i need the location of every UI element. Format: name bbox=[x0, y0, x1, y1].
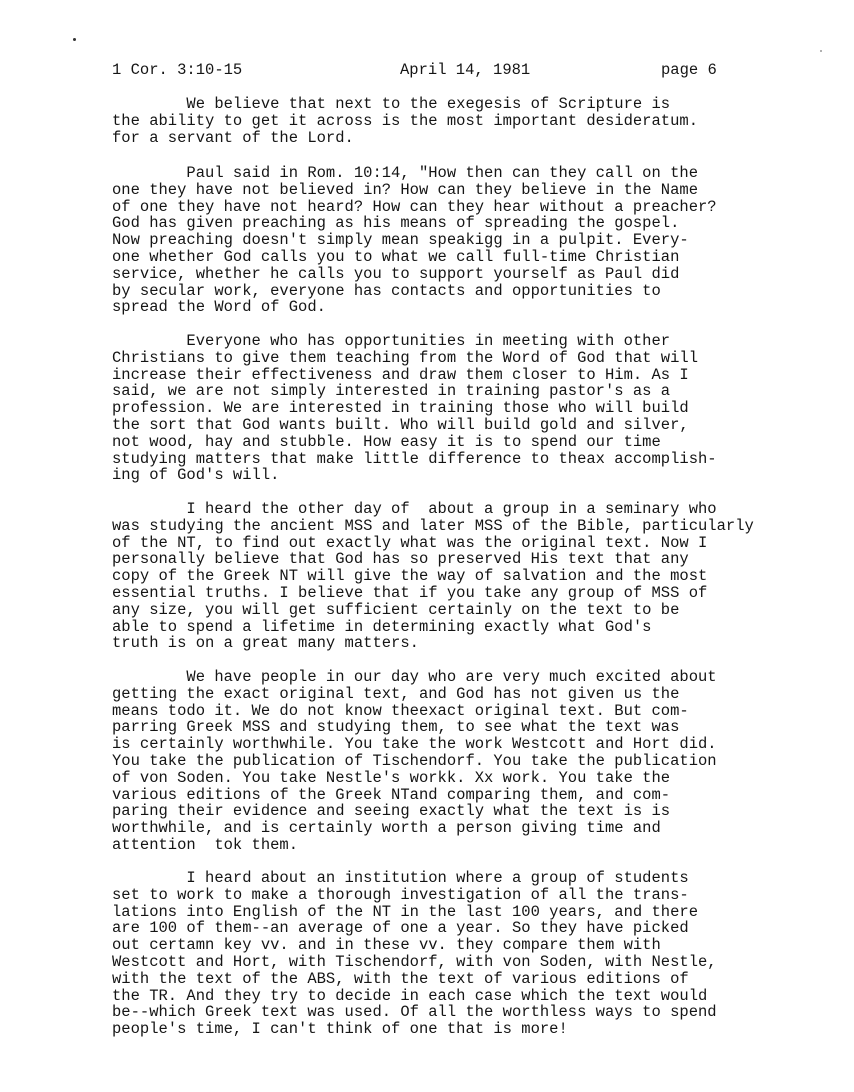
text-line: attention tok them. bbox=[112, 835, 299, 854]
text-line: essential truths. I believe that if you take any group of MSS of bbox=[112, 583, 708, 602]
text-line: is certainly worthwhile. You take the work Westcott and Hort did. bbox=[112, 735, 717, 754]
text-line: personally believe that God has so preserved His text that any bbox=[112, 550, 689, 569]
text-line: Westcott and Hort, with Tischendorf, with von Soden, with Nestle, bbox=[112, 952, 717, 971]
text-line: set to work to make a thorough investigation of all the trans- bbox=[112, 885, 689, 904]
text-line: people's time, I can't think of one that is more! bbox=[112, 1020, 568, 1039]
page-header bbox=[0, 61, 854, 81]
text-line: not wood, hay and stubble. How easy it is to spend our time bbox=[112, 432, 661, 451]
text-line: We believe that next to the exegesis of Scripture is bbox=[112, 95, 671, 113]
text-line: able to spend a lifetime in determining exactly what God's bbox=[112, 617, 652, 636]
text-line: worthwhile, and is certainly worth a person giving time and bbox=[112, 819, 661, 838]
document-date: April 14, 1981 bbox=[400, 61, 531, 79]
text-line: the TR. And they try to decide in each case which the text would bbox=[112, 986, 708, 1005]
text-line: I heard the other day of about a group in a seminary who bbox=[112, 500, 717, 518]
paragraph-3 bbox=[112, 333, 717, 484]
paragraph-5 bbox=[112, 669, 717, 854]
text-line: are 100 of them--an average of one a year. So they have picked bbox=[112, 919, 689, 938]
ink-speck bbox=[820, 50, 822, 52]
text-line: God has given preaching as his means of spreading the gospel. bbox=[112, 214, 680, 233]
paragraph-6 bbox=[112, 870, 717, 1038]
text-line: with the text of the ABS, with the text of various editions of bbox=[112, 969, 689, 988]
text-line: be--which Greek text was used. Of all the worthless ways to spend bbox=[112, 1003, 717, 1022]
text-line: increase their effectiveness and draw them closer to Him. As I bbox=[112, 365, 689, 384]
text-line: Now preaching doesn't simply mean speakigg in a pulpit. Every- bbox=[112, 231, 689, 250]
paragraph-1 bbox=[112, 96, 698, 146]
text-line: profession. We are interested in training those who will build bbox=[112, 399, 689, 418]
text-line: Everyone who has opportunities in meeting with other bbox=[112, 332, 671, 350]
text-line: Paul said in Rom. 10:14, "How then can they call on the bbox=[112, 164, 698, 182]
text-line: the sort that God wants built. Who will build gold and silver, bbox=[112, 415, 689, 434]
text-line: parring Greek MSS and studying them, to see what the text was bbox=[112, 718, 680, 737]
text-line: was studying the ancient MSS and later MSS of the Bible, particularly bbox=[112, 516, 754, 535]
paragraph-2 bbox=[112, 165, 717, 316]
text-line: one whether God calls you to what we call full-time Christian bbox=[112, 247, 680, 266]
text-line: of one they have not heard? How can they hear without a preacher? bbox=[112, 197, 717, 216]
text-line: of the NT, to find out exactly what was the original text. Now I bbox=[112, 533, 708, 552]
text-line: getting the exact original text, and God has not given us the bbox=[112, 684, 680, 703]
text-line: out certamn key vv. and in these vv. they compare them with bbox=[112, 936, 661, 955]
text-line: any size, you will get sufficient certainly on the text to be bbox=[112, 600, 680, 619]
text-line: Christians to give them teaching from the Word of God that will bbox=[112, 348, 698, 367]
text-line: paring their evidence and seeing exactly what the text is is bbox=[112, 802, 671, 821]
ink-speck bbox=[73, 38, 76, 41]
text-line: service, whether he calls you to support yourself as Paul did bbox=[112, 264, 680, 283]
page-number: page 6 bbox=[661, 61, 717, 79]
text-line: one they have not believed in? How can they believe in the Name bbox=[112, 180, 698, 199]
paragraph-4 bbox=[112, 501, 754, 652]
text-line: of von Soden. You take Nestle's workk. Xx work. You take the bbox=[112, 768, 671, 787]
text-line: said, we are not simply interested in training pastor's as a bbox=[112, 382, 671, 401]
text-line: ing of God's will. bbox=[112, 466, 280, 485]
text-line: I heard about an institution where a group of students bbox=[112, 869, 689, 887]
scripture-reference: 1 Cor. 3:10-15 bbox=[112, 61, 243, 79]
text-line: various editions of the Greek NTand comparing them, and com- bbox=[112, 785, 671, 804]
text-line: the ability to get it across is the most important desideratum. bbox=[112, 111, 698, 130]
text-line: truth is on a great many matters. bbox=[112, 634, 419, 653]
text-line: by secular work, everyone has contacts and opportunities to bbox=[112, 281, 661, 300]
text-line: spread the Word of God. bbox=[112, 298, 326, 317]
text-line: for a servant of the Lord. bbox=[112, 128, 354, 147]
text-line: means todo it. We do not know theexact original text. But com- bbox=[112, 701, 689, 720]
text-line: We have people in our day who are very much excited about bbox=[112, 668, 717, 686]
text-line: You take the publication of Tischendorf. You take the publication bbox=[112, 751, 717, 770]
text-line: studying matters that make little difference to theax accomplish- bbox=[112, 449, 717, 468]
text-line: copy of the Greek NT will give the way of salvation and the most bbox=[112, 567, 708, 586]
text-line: lations into English of the NT in the last 100 years, and there bbox=[112, 902, 698, 921]
